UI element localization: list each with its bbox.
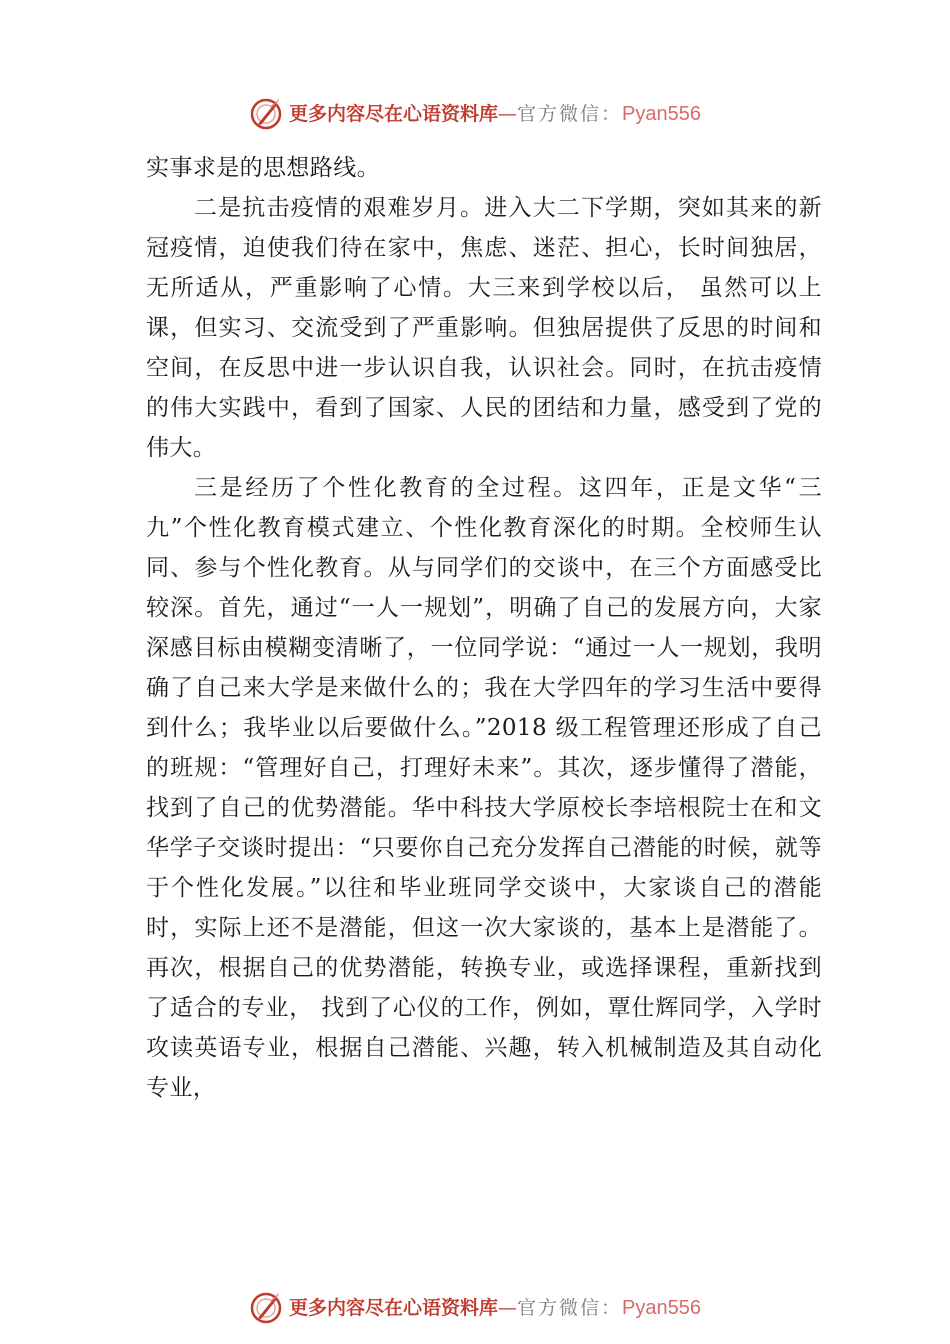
banner-dash: — bbox=[498, 103, 518, 125]
quill-pen-logo-icon bbox=[249, 97, 283, 131]
banner-red-text: 更多内容尽在心语资料库 bbox=[289, 1297, 499, 1319]
banner-red-text: 更多内容尽在心语资料库 bbox=[289, 103, 499, 125]
banner-wechat-label: 官方微信： bbox=[517, 1297, 623, 1319]
header-banner bbox=[0, 94, 950, 134]
quill-pen-logo-icon bbox=[249, 1291, 283, 1325]
paragraph: 二是抗击疫情的艰难岁月。进入大二下学期，突如其来的新冠疫情，迫使我们待在家中，焦虑、迷茫、担心，长时间独居，无所适从，严重影响了心情。大三来到学校以后， 虽然可以上课，但实习、交流受到了严重影响。但独居提供了反思的时间和空间，在反思中进一步认识自我，认识社会。同时，在抗击疫情的伟大实践中，看到了国家、人民的团结和力量，感受到了党的伟大。 bbox=[146, 195, 822, 461]
banner-dash: — bbox=[498, 1297, 518, 1319]
paragraph: 实事求是的思想路线。 bbox=[146, 155, 380, 181]
banner-wechat-label: 官方微信： bbox=[517, 103, 623, 125]
banner-wechat-id: Pyan556 bbox=[622, 103, 701, 125]
document-body bbox=[146, 148, 822, 1108]
footer-banner bbox=[0, 1288, 950, 1328]
paragraph: 三是经历了个性化教育的全过程。这四年，正是文华“三九”个性化教育模式建立、个性化教育深化的时期。全校师生认同、参与个性化教育。从与同学们的交谈中，在三个方面感受比较深。首先，通过“一人一规划”，明确了自己的发展方向，大家深感目标由模糊变清晰了，一位同学说：“通过一人一规划，我明确了自己来大学是来做什么的；我在大学四年的学习生活中要得到什么；我毕业以后要做什么。”2018 级工程管理还形成了自己的班规：“管理好自己，打理好未来”。其次，逐步懂得了潜能，找到了自己的优势潜能。华中科技大学原校长李培根院士在和文华学子交谈时提出：“只要你自己充分发挥自己潜能的时候，就等于个性化发展。”以往和毕业班同学交谈中，大家谈自己的潜能时，实际上还不是潜能，但这一次大家谈的，基本上是潜能了。再次，根据自己的优势潜能，转换专业，或选择课程，重新找到了适合的专业， 找到了心仪的工作，例如，覃仕辉同学，入学时攻读英语专业，根据自己潜能、兴趣，转入机械制造及其自动化专业， bbox=[146, 475, 822, 1101]
banner-wechat-id: Pyan556 bbox=[622, 1297, 701, 1319]
